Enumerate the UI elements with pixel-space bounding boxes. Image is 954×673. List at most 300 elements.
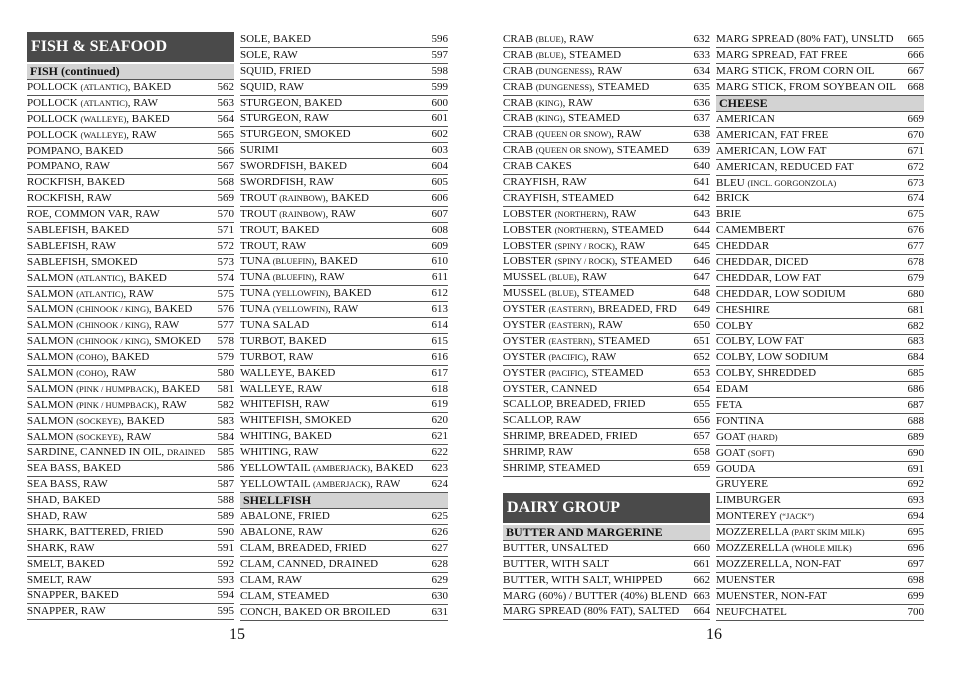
food-item-code: 660 <box>693 541 710 554</box>
food-item-qualifier: (CHINOOK / KING) <box>76 336 149 347</box>
food-item-row <box>716 541 924 557</box>
food-item-code: 586 <box>217 462 234 475</box>
food-item-code: 667 <box>907 64 924 77</box>
food-item-qualifier: (BLUEFIN) <box>272 256 315 267</box>
food-item-code: 593 <box>217 573 234 586</box>
food-item-qualifier: (NORTHERN) <box>554 208 607 219</box>
food-item-row <box>240 302 448 318</box>
food-item-code: 602 <box>431 128 448 141</box>
food-item-code: 692 <box>907 478 924 491</box>
food-item-row <box>240 32 448 48</box>
food-item-name <box>716 193 750 204</box>
food-item-name-part: , STEAMED <box>576 288 635 300</box>
food-item-qualifier: (EASTERN) <box>548 335 593 346</box>
food-item-name-part: , RAW <box>611 129 642 141</box>
food-item-code: 620 <box>431 414 448 427</box>
food-item-name <box>503 463 600 474</box>
food-item-name-part: CHESHIRE <box>716 304 770 316</box>
food-item-qualifier: (SOCKEYE) <box>76 415 122 426</box>
food-item-code: 581 <box>217 382 234 395</box>
food-item-code: 587 <box>217 478 234 491</box>
food-item-name <box>716 575 775 586</box>
food-item-name <box>716 352 828 363</box>
food-item-name-part: , RAW <box>576 272 607 284</box>
page-number: 16 <box>706 626 722 643</box>
food-item-row <box>716 319 924 335</box>
food-item-row <box>240 64 448 80</box>
food-item-code: 568 <box>217 176 234 189</box>
food-item-row <box>716 398 924 414</box>
food-item-code: 676 <box>907 224 924 237</box>
food-item-name-part: SALMON <box>27 304 77 316</box>
food-item-row <box>27 541 234 557</box>
food-item-code: 682 <box>907 319 924 332</box>
food-item-name-part: MOZZERELLA, NON-FAT <box>716 558 842 570</box>
food-item-name <box>716 305 770 316</box>
food-item-name-part: SABLEFISH, SMOKED <box>27 256 138 268</box>
food-item-name <box>27 98 158 109</box>
food-item-name <box>503 304 677 315</box>
food-item-row <box>27 445 234 461</box>
food-item-name-part: , RAW <box>126 129 157 141</box>
food-item-name <box>716 146 827 157</box>
food-item-code: 664 <box>693 605 710 618</box>
food-item-name <box>240 415 351 426</box>
food-item-name-part: SQUID, RAW <box>240 81 304 93</box>
food-item-row <box>27 557 234 573</box>
food-item-name-part: MUSSEL <box>503 272 549 284</box>
food-item-name-part: , BAKED <box>105 352 150 364</box>
food-item-name-part: , STEAMED <box>606 224 664 236</box>
food-item-qualifier: (SPINY / ROCK) <box>554 240 615 251</box>
food-item-name-part: LOBSTER <box>503 224 555 236</box>
food-item-name-part: SALMON <box>27 320 77 332</box>
food-item-row <box>240 318 448 334</box>
food-item-qualifier: (PINK / HUMPBACK) <box>76 399 157 410</box>
food-item-row <box>240 525 448 541</box>
food-item-code: 566 <box>217 144 234 157</box>
food-item-row <box>716 207 924 223</box>
food-item-row <box>503 127 710 143</box>
food-item-code: 601 <box>431 112 448 125</box>
food-item-qualifier: (EASTERN) <box>548 304 593 315</box>
food-item-qualifier: (PACIFIC) <box>548 351 587 362</box>
food-item-row <box>240 557 448 573</box>
food-item-qualifier: (AMBERJACK) <box>312 462 371 473</box>
food-item-name <box>503 606 679 617</box>
food-item-name <box>503 272 607 283</box>
food-item-name-part: MOZZERELLA <box>716 543 792 555</box>
food-item-qualifier: (ATLANTIC) <box>76 272 124 283</box>
food-item-code: 700 <box>907 605 924 618</box>
food-item-name-part: WALLEYE, BAKED <box>240 367 336 379</box>
page-number: 15 <box>229 626 245 643</box>
food-item-row <box>503 302 710 318</box>
food-item-code: 691 <box>907 462 924 475</box>
food-item-row <box>240 429 448 445</box>
food-item-name-part: SHARK, BATTERED, FRIED <box>27 526 164 538</box>
food-item-code: 580 <box>217 366 234 379</box>
food-item-row <box>503 175 710 191</box>
food-item-code: 605 <box>431 175 448 188</box>
food-item-name-part: TROUT <box>240 192 280 204</box>
food-item-name-part: CRAB <box>503 97 536 109</box>
food-item-code: 671 <box>907 144 924 157</box>
food-item-code: 687 <box>907 399 924 412</box>
food-item-name-part: OYSTER <box>503 304 549 316</box>
food-item-name <box>27 273 167 284</box>
food-item-row <box>27 80 234 96</box>
food-item-row <box>716 509 924 525</box>
food-item-qualifier: (CHINOOK / KING) <box>76 320 149 331</box>
food-item-name <box>240 559 378 570</box>
food-item-row <box>240 573 448 589</box>
food-item-name <box>240 399 330 410</box>
food-item-name-part: CHEDDAR <box>716 241 770 253</box>
food-item-name <box>27 114 170 125</box>
food-item-row <box>27 271 234 287</box>
food-item-name-part: , STEAMED <box>562 113 621 125</box>
food-item-qualifier: DRAINED <box>166 447 206 458</box>
food-item-name-part: SALMON <box>27 272 77 284</box>
food-item-name <box>27 416 164 427</box>
food-item-row <box>27 159 234 175</box>
food-item-row <box>27 461 234 477</box>
food-item-name <box>503 225 664 236</box>
food-item-code: 659 <box>693 461 710 474</box>
food-item-code: 577 <box>217 319 234 332</box>
page16-column-2 <box>716 32 924 621</box>
food-item-name-part: NEUFCHATEL <box>716 606 787 618</box>
food-item-name-part: ROCKFISH, RAW <box>27 193 112 205</box>
food-item-name-part: MARG STICK, FROM CORN OIL <box>716 65 875 77</box>
food-item-name-part: SWORDFISH, BAKED <box>240 161 347 173</box>
food-item-name-part: , STEAMED <box>592 335 650 347</box>
food-item-code: 688 <box>907 414 924 427</box>
food-item-name <box>240 241 306 252</box>
food-item-name-part: , RAW <box>606 208 637 220</box>
food-item-qualifier: (“JACK”) <box>779 511 814 522</box>
food-item-name-part: SALMON <box>27 431 77 443</box>
food-item-name <box>240 607 390 618</box>
food-item-name-part: SWORDFISH, RAW <box>240 176 334 188</box>
food-item-code: 686 <box>907 383 924 396</box>
subsection-fish-continued: FISH (continued) <box>27 64 234 80</box>
food-item-code: 697 <box>907 557 924 570</box>
food-item-row <box>503 382 710 398</box>
food-item-name-part: , RAW <box>562 97 593 109</box>
food-list <box>716 112 924 621</box>
food-item-name-part: ABALONE, RAW <box>240 527 323 539</box>
food-list <box>240 509 448 620</box>
food-item-code: 685 <box>907 367 924 380</box>
food-item-name <box>716 384 748 395</box>
food-item-name <box>503 320 623 331</box>
food-item-name-part: SNAPPER, RAW <box>27 606 106 618</box>
food-item-name-part: SALMON <box>27 399 77 411</box>
food-item-name-part: OYSTER <box>503 351 549 363</box>
food-item-name-part: FETA <box>716 400 743 412</box>
food-item-qualifier: (RAINBOW) <box>279 192 326 203</box>
food-item-qualifier: (PART SKIM MILK) <box>791 527 865 538</box>
food-item-name-part: SHAD, BAKED <box>27 495 101 507</box>
food-item-name-part: BLEU <box>716 177 748 189</box>
food-item-name <box>716 607 787 618</box>
food-item-row <box>240 382 448 398</box>
food-item-code: 689 <box>907 430 924 443</box>
food-item-row <box>27 239 234 255</box>
food-item-qualifier: (HARD) <box>747 431 778 442</box>
food-item-row <box>716 525 924 541</box>
food-item-code: 653 <box>693 366 710 379</box>
food-item-code: 590 <box>217 525 234 538</box>
food-item-row <box>27 112 234 128</box>
food-item-name-part: POMPANO, BAKED <box>27 145 124 157</box>
food-item-name <box>716 50 848 61</box>
food-item-name <box>716 82 896 93</box>
food-item-row <box>503 254 710 270</box>
food-item-code: 583 <box>217 414 234 427</box>
food-item-code: 643 <box>693 207 710 220</box>
food-item-code: 650 <box>693 318 710 331</box>
food-item-code: 628 <box>431 557 448 570</box>
food-list <box>27 80 234 620</box>
food-item-code: 597 <box>431 48 448 61</box>
food-item-code: 595 <box>217 605 234 618</box>
food-item-name-part: TUNA <box>240 256 273 268</box>
food-item-code: 578 <box>217 335 234 348</box>
food-item-code: 645 <box>693 239 710 252</box>
food-item-row <box>716 287 924 303</box>
section-title-fish-seafood: FISH & SEAFOOD <box>27 32 234 62</box>
food-item-code: 609 <box>431 239 448 252</box>
food-item-qualifier: (CHINOOK / KING) <box>76 304 149 315</box>
food-item-row <box>240 96 448 112</box>
food-item-row <box>240 254 448 270</box>
food-item-name <box>240 591 329 602</box>
food-item-name <box>240 304 358 315</box>
food-item-code: 639 <box>693 144 710 157</box>
food-item-row <box>27 589 234 605</box>
food-item-qualifier: (WALLEYE) <box>80 129 127 140</box>
food-item-name <box>503 543 608 554</box>
food-item-row <box>503 605 710 621</box>
food-item-name <box>503 98 593 109</box>
food-item-code: 624 <box>431 477 448 490</box>
food-item-row <box>716 239 924 255</box>
food-item-code: 569 <box>217 192 234 205</box>
food-item-code: 562 <box>217 80 234 93</box>
food-item-name-part: , STEAMED <box>591 81 650 93</box>
food-item-name-part: BRICK <box>716 193 750 205</box>
food-item-code: 598 <box>431 64 448 77</box>
food-item-name <box>716 400 743 411</box>
food-item-name <box>27 161 110 172</box>
food-item-qualifier: (YELLOWFIN) <box>272 288 328 299</box>
food-item-row <box>503 286 710 302</box>
food-item-row <box>240 334 448 350</box>
food-item-row <box>240 111 448 127</box>
food-item-qualifier: (BLUE) <box>548 272 577 283</box>
food-item-name <box>503 50 621 61</box>
food-item-name-part: MONTEREY <box>716 511 780 523</box>
food-item-code: 618 <box>431 382 448 395</box>
food-item-name-part: SCALLOP, BREADED, FRIED <box>503 399 646 411</box>
food-item-name-part: , RAW <box>370 478 401 490</box>
food-item-code: 571 <box>217 223 234 236</box>
food-item-name <box>503 447 573 458</box>
food-item-name-part: SALMON <box>27 367 77 379</box>
food-item-name-part: TUNA <box>240 304 273 316</box>
food-item-code: 610 <box>431 255 448 268</box>
food-item-name <box>240 575 302 586</box>
food-item-row <box>503 191 710 207</box>
food-item-code: 604 <box>431 160 448 173</box>
food-item-name-part: ROE, COMMON VAR, RAW <box>27 209 160 221</box>
food-item-code: 637 <box>693 112 710 125</box>
food-item-name <box>240 352 313 363</box>
food-item-code: 592 <box>217 557 234 570</box>
food-item-name <box>240 82 304 93</box>
food-item-row <box>716 160 924 176</box>
food-item-row <box>716 112 924 128</box>
food-item-row <box>503 239 710 255</box>
food-item-name-part: MUSSEL <box>503 288 549 300</box>
food-item-name-part: , SMOKED <box>148 336 201 348</box>
food-item-qualifier: (WALLEYE) <box>80 113 127 124</box>
food-item-row <box>27 493 234 509</box>
food-item-row <box>503 96 710 112</box>
food-item-name-part: SALMON <box>27 415 77 427</box>
food-item-name <box>27 479 108 490</box>
food-item-code: 616 <box>431 350 448 363</box>
food-item-name-part: , RAW <box>592 319 623 331</box>
food-item-name-part: GRUYERE <box>716 479 768 491</box>
food-item-row <box>503 589 710 605</box>
food-item-name-part: CLAM, CANNED, DRAINED <box>240 558 379 570</box>
food-item-name <box>240 98 342 109</box>
food-item-name-part: MUENSTER, NON-FAT <box>716 590 828 602</box>
food-item-name-part: LIMBURGER <box>716 495 781 507</box>
food-item-name-part: , STEAMED <box>586 367 644 379</box>
food-item-name <box>27 559 105 570</box>
food-item-name <box>240 431 332 442</box>
food-item-code: 654 <box>693 382 710 395</box>
food-item-code: 652 <box>693 350 710 363</box>
food-item-row <box>240 80 448 96</box>
food-item-name-part: SOLE, RAW <box>240 49 298 61</box>
food-item-name-part: WHITEFISH, RAW <box>240 399 330 411</box>
food-item-row <box>240 270 448 286</box>
food-item-code: 599 <box>431 80 448 93</box>
food-item-row <box>503 413 710 429</box>
food-item-name-part: MARG SPREAD (80% FAT), UNSLTD <box>716 33 894 45</box>
food-item-name <box>503 113 620 124</box>
food-item-qualifier: (BLUE) <box>548 288 577 299</box>
food-item-row <box>240 445 448 461</box>
food-item-name <box>27 209 160 220</box>
food-item-row <box>503 48 710 64</box>
food-item-row <box>716 493 924 509</box>
food-item-row <box>240 239 448 255</box>
food-item-row <box>27 414 234 430</box>
food-item-name-part: SHRIMP, BREADED, FRIED <box>503 431 638 443</box>
food-item-code: 630 <box>431 589 448 602</box>
food-item-qualifier: (BLUE) <box>535 49 564 60</box>
food-item-name <box>503 384 597 395</box>
food-item-name-part: BUTTER, WITH SALT <box>503 558 610 570</box>
food-item-code: 631 <box>431 605 448 618</box>
food-item-row <box>27 223 234 239</box>
food-item-name <box>240 113 329 124</box>
food-item-row <box>27 175 234 191</box>
food-item-name-part: SALMON <box>27 336 77 348</box>
food-item-name-part: , RAW <box>127 97 158 109</box>
food-item-row <box>503 429 710 445</box>
food-item-name-part: , BAKED <box>327 288 372 300</box>
food-item-qualifier: (KING) <box>535 97 563 108</box>
food-item-name-part: POLLOCK <box>27 113 81 125</box>
food-item-name-part: CRAB CAKES <box>503 161 572 173</box>
food-item-name <box>503 161 572 172</box>
food-item-name-part: FONTINA <box>716 415 765 427</box>
food-item-name <box>240 288 371 299</box>
food-item-name-part: SALMON <box>27 352 77 364</box>
food-item-code: 675 <box>907 208 924 221</box>
food-list <box>240 32 448 493</box>
food-item-code: 640 <box>693 160 710 173</box>
food-item-row <box>716 414 924 430</box>
food-item-name-part: TROUT <box>240 208 280 220</box>
food-item-row <box>716 366 924 382</box>
food-item-name <box>240 336 327 347</box>
food-item-code: 644 <box>693 223 710 236</box>
food-item-name-part: CRAB <box>503 65 536 77</box>
food-item-code: 647 <box>693 271 710 284</box>
food-item-row <box>503 223 710 239</box>
food-item-name-part: TURBOT, RAW <box>240 351 314 363</box>
food-item-name-part: MARG SPREAD, FAT FREE <box>716 49 848 61</box>
food-item-qualifier: (DUNGENESS) <box>535 65 592 76</box>
food-item-name-part: , RAW <box>314 272 345 284</box>
food-item-name-part: LOBSTER <box>503 256 555 268</box>
food-item-name-part: MARG SPREAD (80% FAT), SALTED <box>503 606 680 618</box>
food-item-name <box>503 209 636 220</box>
food-item-code: 699 <box>907 589 924 602</box>
food-item-name-part: , RAW <box>148 320 180 332</box>
food-item-name-part: TROUT, BAKED <box>240 224 320 236</box>
food-item-name <box>716 464 756 475</box>
food-item-name <box>503 145 669 156</box>
food-item-name <box>503 399 645 410</box>
food-item-qualifier: (SOFT) <box>747 447 775 458</box>
food-item-code: 589 <box>217 509 234 522</box>
food-item-code: 585 <box>217 446 234 459</box>
food-item-qualifier: (BLUEFIN) <box>272 272 315 283</box>
food-item-name <box>240 320 309 331</box>
food-item-qualifier: (QUEEN OR SNOW) <box>535 129 612 140</box>
food-item-name <box>27 146 123 157</box>
food-item-name-part: CRAB <box>503 33 536 45</box>
food-item-name <box>27 543 95 554</box>
food-item-name-part: SQUID, FRIED <box>240 65 311 77</box>
food-item-code: 625 <box>431 510 448 523</box>
food-item-code: 698 <box>907 573 924 586</box>
food-item-row <box>503 111 710 127</box>
food-item-row <box>240 397 448 413</box>
food-item-name <box>27 463 121 474</box>
food-item-row <box>716 48 924 64</box>
